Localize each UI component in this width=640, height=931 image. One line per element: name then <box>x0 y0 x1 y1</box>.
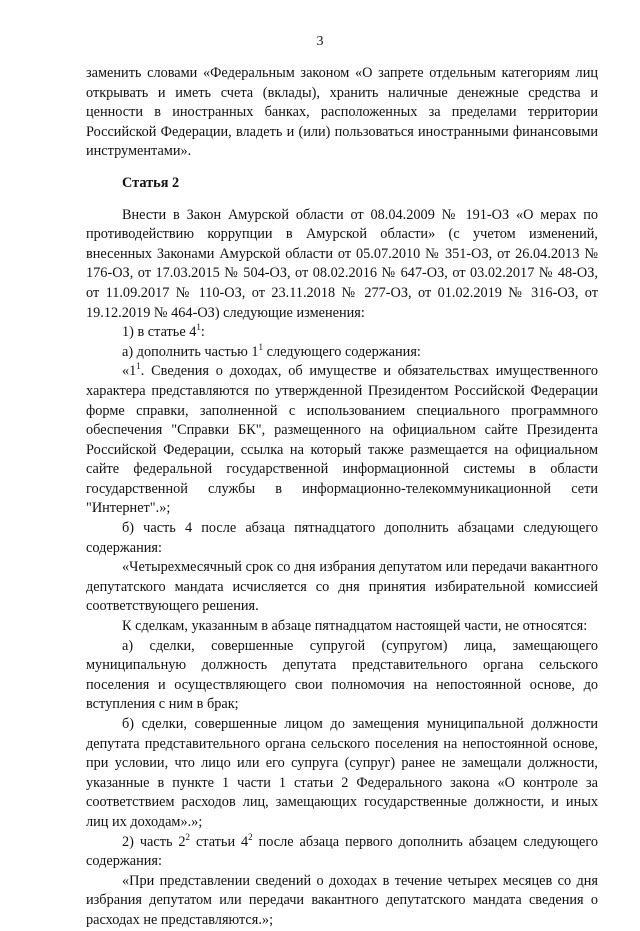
article-heading: Статья 2 <box>122 174 180 191</box>
superscript: 1 <box>136 361 141 372</box>
paragraph: б) сделки, совершенные лицом до замещения муниципальной должности депутата представительного органа сельского поселения на непостоянной основе, при условии, что лицо или его супруга (супруг) ранее не замещали должности, указанные в пункте 1 части 1 статьи 2 Федерального закона «О контроле за соответствием расходов лиц, замещающих государственные должности, и иных лиц их доходам».»; <box>86 716 598 830</box>
paragraph: б) часть 4 после абзаца пятнадцатого дополнить абзацами следующего содержания: <box>86 520 598 556</box>
paragraph: а) сделки, совершенные супругой (супругом) лица, замещающего муниципальную должность депутата представительного органа сельского поселения и осуществляющего свои полномочия на непостоянной основе, до вступления с ним в брак; <box>86 637 598 713</box>
paragraph <box>86 833 598 872</box>
paragraph <box>86 362 598 519</box>
superscript: 2 <box>185 831 191 842</box>
paragraph: К сделкам, указанным в абзаце пятнадцатом настоящей части, не относятся: <box>122 618 588 635</box>
paragraph: «При представлении сведений о доходах в течение четырех месяцев со дня избрания депутатом или передачи вакантного депутатского мандата сведения о расходах не представляются.»; <box>86 872 598 928</box>
superscript: 2 <box>248 831 253 842</box>
text-run: после абзаца первого дополнить абзацем следующего содержания: <box>86 833 598 870</box>
text-run: статьи 4 <box>190 833 249 850</box>
document-body <box>86 64 598 931</box>
paragraph: заменить словами «Федеральным законом «О запрете отдельным категориям лиц открывать и иметь счета (вклады), хранить наличные денежные средства и ценности в иностранных банках, расположенных за пределами территории Российской Федерации, владеть и (или) пользоваться иностранными финансовыми инструментами». <box>86 65 598 160</box>
superscript: 1 <box>196 322 201 333</box>
text-run: . Сведения о доходах, об имуществе и обязательствах имущественного характера представляются по утвержденной Президентом Российской Федерации форме справки, заполненной с использованием специального программного обеспечения "Справки БК", размещенного на официальном сайте Президента Российской Федерации, ссылка на который также размещается на официальном сайте федеральной государственной информационной системы в области государственной службы в информационно-телекоммуникационной сети "Интернет".»; <box>86 363 598 517</box>
superscript: 1 <box>258 341 264 352</box>
text-run: : <box>200 324 205 341</box>
page-number: 3 <box>316 34 324 49</box>
paragraph: «Четырехмесячный срок со дня избрания депутатом или передачи вакантного депутатского мандата исчисляется со дня принятия избирательной комиссией соответствующего решения. <box>86 559 598 615</box>
text-run: 1) в статье 4 <box>122 324 197 341</box>
paragraph <box>86 323 598 343</box>
text-run: «1 <box>122 363 137 380</box>
paragraph: Внести в Закон Амурской области от 08.04.2009 № 191-ОЗ «О мерах по противодействию коррупции в Амурской области» (с учетом изменений, внесенных Законами Амурской области от 05.07.2010 № 351-ОЗ, от 26.04.2013 № 176-ОЗ, от 17.03.2015 № 504-ОЗ, от 08.02.2016 № 647-ОЗ, от 03.02.2017 № 48-ОЗ, от 11.09.2017 № 110-ОЗ, от 23.11.2018 № 277-ОЗ, от 01.02.2019 № 316-ОЗ, от 19.12.2019 № 464-ОЗ) следующие изменения: <box>86 206 598 321</box>
text-run: 2) часть 2 <box>122 833 186 850</box>
text-run: а) дополнить частью 1 <box>122 343 259 360</box>
paragraph <box>86 343 598 363</box>
text-run: следующего содержания: <box>263 343 421 360</box>
